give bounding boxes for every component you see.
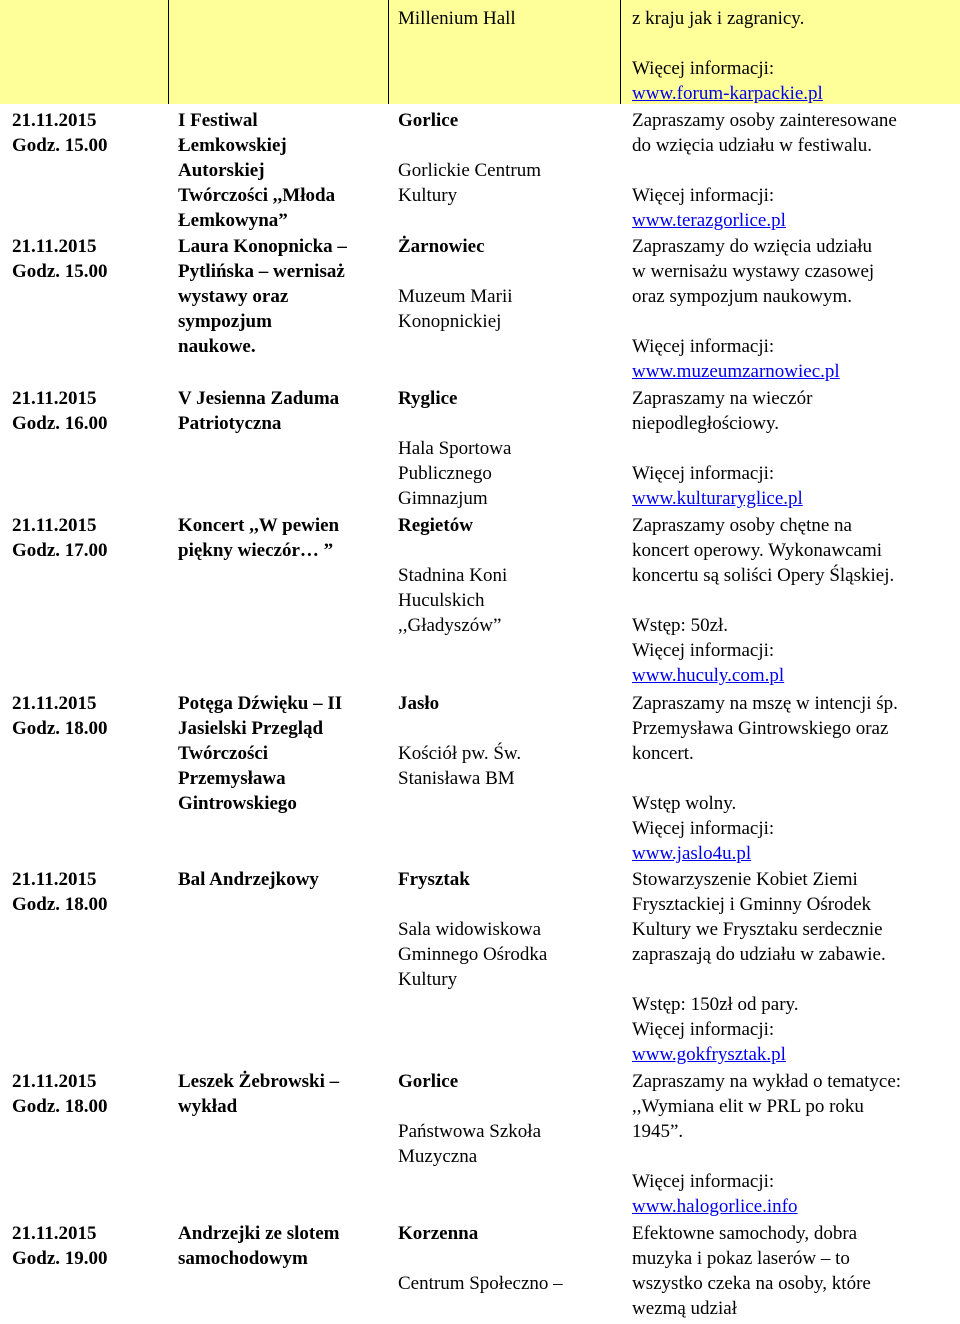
event-info-cell [632, 386, 812, 511]
event-town: Jasło [398, 693, 440, 714]
event-info-line: Stowarzyszenie Kobiet Ziemi [632, 869, 858, 890]
event-info-line: Przemysława Gintrowskiego oraz [632, 718, 889, 739]
more-info-link[interactable]: www.kulturaryglice.pl [632, 488, 803, 509]
more-info-link[interactable]: www.jaslo4u.pl [632, 843, 752, 864]
event-title-cell [178, 234, 347, 359]
more-info-label: Więcej informacji: [632, 818, 775, 839]
event-venue-line: Gminnego Ośrodka [398, 944, 548, 965]
event-title-line: naukowe. [178, 336, 256, 357]
event-title-cell [178, 108, 335, 233]
more-info-link[interactable]: www.halogorlice.info [632, 1196, 798, 1217]
event-date-cell [12, 867, 108, 917]
event-town: Frysztak [398, 869, 470, 890]
event-title-line: Łemkowskiej [178, 135, 287, 156]
more-info-link[interactable]: www.gokfrysztak.pl [632, 1044, 786, 1065]
event-date: 21.11.2015 [12, 693, 97, 714]
event-info-line: Zapraszamy osoby zainteresowane [632, 110, 897, 131]
event-info-line: Efektowne samochody, dobra [632, 1223, 858, 1244]
event-title-line: wykład [178, 1096, 238, 1117]
event-place-cell [398, 867, 547, 992]
event-title-line: Leszek Żebrowski – [178, 1071, 340, 1092]
event-title-cell [178, 691, 342, 816]
event-info-cell [632, 234, 874, 384]
event-info-line: Zapraszamy na wykład o tematyce: [632, 1071, 902, 1092]
event-date-cell [12, 386, 108, 436]
event-title-line: Laura Konopnicka – [178, 236, 347, 257]
event-date: 21.11.2015 [12, 388, 97, 409]
event-title-line: Gintrowskiego [178, 793, 297, 814]
event-info-line: koncertu są soliści Opery Śląskiej. [632, 565, 895, 586]
event-venue-line: Kultury [398, 185, 458, 206]
event-date: 21.11.2015 [12, 869, 97, 890]
event-venue-line: ,,Gładyszów” [398, 615, 502, 636]
more-info-label: Więcej informacji: [632, 336, 775, 357]
event-info-cell [632, 867, 886, 1067]
event-title-cell [178, 867, 319, 892]
event-info-line: koncert. [632, 743, 694, 764]
event-venue-line: Kultury [398, 969, 458, 990]
event-time: Godz. 19.00 [12, 1248, 108, 1269]
event-town: Gorlice [398, 110, 459, 131]
event-date-cell [12, 108, 108, 158]
event-venue-line: Muzeum Marii [398, 286, 513, 307]
event-info-line: koncert operowy. Wykonawcami [632, 540, 882, 561]
event-date: 21.11.2015 [12, 110, 97, 131]
event-info-cell [632, 1069, 901, 1219]
event-info-line: w wernisażu wystawy czasowej [632, 261, 875, 282]
event-title-line: Twórczości ,,Młoda [178, 185, 336, 206]
event-venue-line: Gimnazjum [398, 488, 488, 509]
event-place-cell [398, 691, 521, 791]
event-info-line: wszystko czeka na osoby, które [632, 1273, 871, 1294]
event-venue-line: Państwowa Szkoła [398, 1121, 542, 1142]
event-title-line: Autorskiej [178, 160, 265, 181]
event-info-line: niepodległościowy. [632, 413, 780, 434]
event-venue-line: Kościół pw. Św. [398, 743, 522, 764]
event-title-line: Twórczości [178, 743, 269, 764]
event-info-line: wezmą udział [632, 1298, 737, 1319]
event-title-line: wystawy oraz [178, 286, 289, 307]
event-venue-line: Sala widowiskowa [398, 919, 542, 940]
event-title-line: V Jesienna Zaduma [178, 388, 340, 409]
event-title-cell [178, 1069, 339, 1119]
event-info-line: Zapraszamy na wieczór [632, 388, 813, 409]
event-venue-line: Publicznego [398, 463, 492, 484]
info-text: z kraju jak i zagranicy. [632, 8, 805, 29]
more-info-link[interactable]: www.terazgorlice.pl [632, 210, 786, 231]
event-info-line: oraz sympozjum naukowym. [632, 286, 853, 307]
event-info-line: Zapraszamy do wzięcia udziału [632, 236, 873, 257]
event-place-cell [398, 386, 511, 511]
event-entry-fee: Wstęp wolny. [632, 793, 737, 814]
event-time: Godz. 16.00 [12, 413, 108, 434]
event-venue-line: Gorlickie Centrum [398, 160, 541, 181]
event-venue-line: Konopnickiej [398, 311, 502, 332]
event-info-line: Zapraszamy osoby chętne na [632, 515, 852, 536]
event-title-line: Jasielski Przegląd [178, 718, 324, 739]
event-info-line: zapraszają do udziału w zabawie. [632, 944, 886, 965]
event-title-line: piękny wieczór… ” [178, 540, 334, 561]
event-title-line: samochodowym [178, 1248, 308, 1269]
event-title-cell [178, 513, 339, 563]
event-town: Gorlice [398, 1071, 459, 1092]
event-date-cell [12, 691, 108, 741]
event-venue-line: Hala Sportowa [398, 438, 512, 459]
event-title-line: Patriotyczna [178, 413, 282, 434]
column-divider [168, 0, 169, 104]
event-date: 21.11.2015 [12, 1071, 97, 1092]
event-venue-line: Muzyczna [398, 1146, 478, 1167]
event-town: Korzenna [398, 1223, 479, 1244]
more-info-label: Więcej informacji: [632, 640, 775, 661]
event-venue-line: Stanisława BM [398, 768, 515, 789]
event-time: Godz. 15.00 [12, 135, 108, 156]
event-time: Godz. 15.00 [12, 261, 108, 282]
event-title-line: Koncert ,,W pewien [178, 515, 340, 536]
event-date: 21.11.2015 [12, 236, 97, 257]
event-place-cell [398, 108, 541, 208]
event-info-cell [632, 691, 898, 866]
event-title-line: Przemysława [178, 768, 286, 789]
event-venue-line: Centrum Społeczno – [398, 1273, 563, 1294]
event-title-line: Bal Andrzejkowy [178, 869, 319, 890]
column-divider [620, 0, 621, 104]
more-info-link[interactable]: www.huculy.com.pl [632, 665, 785, 686]
event-info-line: Frysztackiej i Gminny Ośrodek [632, 894, 872, 915]
event-info-line: Zapraszamy na mszę w intencji śp. [632, 693, 898, 714]
event-title-line: sympozjum [178, 311, 272, 332]
event-place-cell [398, 1069, 541, 1169]
event-info-cell [632, 513, 894, 688]
event-info-line: muzyka i pokaz laserów – to [632, 1248, 850, 1269]
event-time: Godz. 18.00 [12, 718, 108, 739]
event-date-cell [12, 1069, 108, 1119]
more-info-label: Więcej informacji: [632, 58, 775, 79]
top-row-info [632, 6, 823, 106]
column-divider [388, 0, 389, 104]
top-row-venue [398, 6, 516, 31]
event-title-cell [178, 1221, 339, 1271]
event-title-line: Potęga Dźwięku – II [178, 693, 343, 714]
event-place-cell [398, 513, 507, 638]
venue-text: Millenium Hall [398, 8, 516, 29]
event-title-cell [178, 386, 339, 436]
event-town: Regietów [398, 515, 473, 536]
more-info-label: Więcej informacji: [632, 463, 775, 484]
more-info-label: Więcej informacji: [632, 1171, 775, 1192]
event-entry-fee: Wstęp: 150zł od pary. [632, 994, 799, 1015]
event-info-line: 1945”. [632, 1121, 684, 1142]
event-date-cell [12, 1221, 108, 1271]
event-time: Godz. 18.00 [12, 1096, 108, 1117]
event-venue-line: Stadnina Koni [398, 565, 508, 586]
event-venue-line: Huculskich [398, 590, 485, 611]
event-date: 21.11.2015 [12, 1223, 97, 1244]
event-info-line: ,,Wymiana elit w PRL po roku [632, 1096, 864, 1117]
event-town: Ryglice [398, 388, 458, 409]
event-info-line: Kultury we Frysztaku serdecznie [632, 919, 883, 940]
more-info-label: Więcej informacji: [632, 1019, 775, 1040]
event-title-line: Andrzejki ze slotem [178, 1223, 340, 1244]
event-title-line: Pytlińska – wernisaż [178, 261, 345, 282]
event-place-cell [398, 1221, 563, 1296]
event-title-line: I Festiwal [178, 110, 258, 131]
more-info-label: Więcej informacji: [632, 185, 775, 206]
event-date-cell [12, 234, 108, 284]
more-info-link[interactable]: www.muzeumzarnowiec.pl [632, 361, 840, 382]
event-info-cell [632, 1221, 871, 1321]
event-time: Godz. 18.00 [12, 894, 108, 915]
event-place-cell [398, 234, 513, 334]
event-town: Żarnowiec [398, 236, 485, 257]
event-info-cell [632, 108, 897, 233]
event-date: 21.11.2015 [12, 515, 97, 536]
event-date-cell [12, 513, 108, 563]
event-time: Godz. 17.00 [12, 540, 108, 561]
event-title-line: Łemkowyna” [178, 210, 288, 231]
event-info-line: do wzięcia udziału w festiwalu. [632, 135, 873, 156]
event-entry-fee: Wstęp: 50zł. [632, 615, 729, 636]
more-info-link[interactable]: www.forum-karpackie.pl [632, 83, 823, 104]
